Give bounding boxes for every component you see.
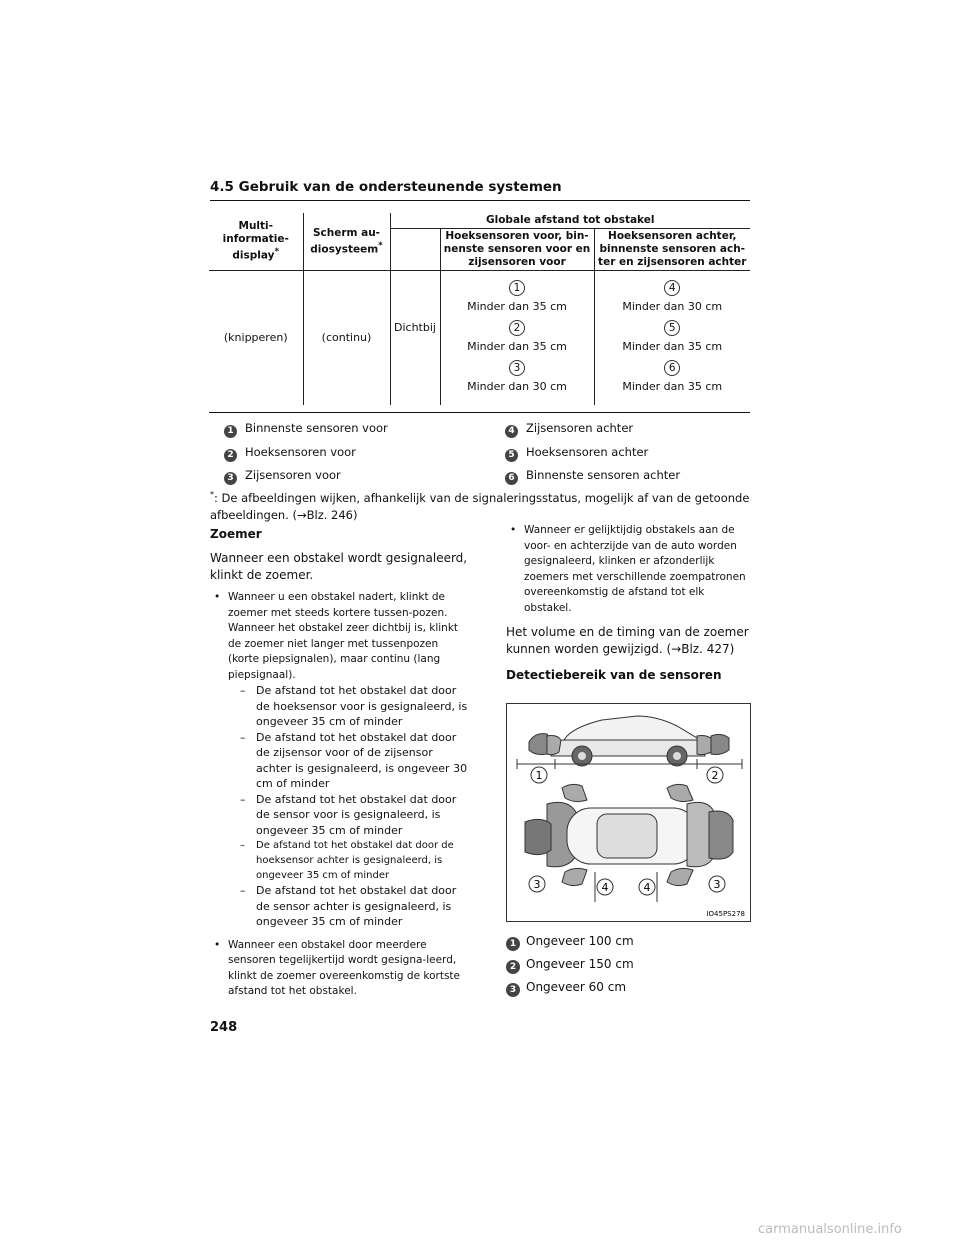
sensor-number: 5 (664, 320, 680, 336)
sensor-distance: Minder dan 35 cm (622, 339, 723, 353)
sensor-number: 2 (509, 320, 525, 336)
section-title: 4.5 Gebruik van de ondersteunende systemen (210, 179, 562, 195)
legend-number: 3 (224, 472, 237, 485)
range-label: Ongeveer 100 cm (526, 934, 634, 948)
cell-audio: (continu) (303, 271, 390, 405)
sensor-distance: Minder dan 30 cm (622, 299, 723, 313)
watermark[interactable]: carmanualsonline.info (758, 1222, 902, 1237)
buzzer-intro: Wanneer een obstakel wordt gesignaleerd, klinkt de zoemer. (210, 551, 468, 582)
range-item (506, 976, 634, 999)
sensor-number: 3 (509, 360, 525, 376)
sensor-distance: Minder dan 35 cm (467, 339, 567, 353)
svg-text:2: 2 (711, 769, 719, 782)
cell-front-sensors (440, 271, 594, 405)
dash-item: – De afstand tot het obstakel dat door de sensor voor is gesignaleerd, is ongeveer 35 cm of minder (240, 792, 457, 837)
diagram-code: IO45PS278 (706, 910, 745, 918)
legend-number: 6 (505, 472, 518, 485)
buzzer-bullet: • Wanneer een obstakel door meerdere sensoren tegelijkertijd wordt gesigna-leerd, klinkt de zoemer overeenkomstig de kortste afstand tot het obstakel. (210, 938, 470, 1000)
buzzer-heading: Zoemer (210, 527, 262, 541)
buzzer-bullet: • Wanneer er gelijktijdig obstakels aan de voor- en achterzijde van de auto worden gesignaleerd, klinken er afzonderlijk zoemers met verschillende zoempatronen overeenkomstig de afstand tot elk obstakel. (506, 523, 752, 616)
cell-multi-info: (knipperen) (209, 271, 303, 405)
range-label: Ongeveer 150 cm (526, 957, 634, 971)
sensor-distance: Minder dan 35 cm (622, 379, 723, 393)
range-label: Ongeveer 60 cm (526, 980, 627, 994)
cell-distance: Dichtbij (390, 271, 440, 405)
range-number: 2 (506, 960, 520, 974)
legend-item (224, 468, 341, 485)
dash-item: – De afstand tot het obstakel dat door de zijsensor voor of de zijsensor achter is gesignaleerd, is ongeveer 30 cm of minder (240, 730, 468, 790)
legend-number: 2 (224, 449, 237, 462)
page-number: 248 (210, 1020, 238, 1035)
legend-label: Hoeksensoren achter (526, 445, 649, 459)
legend-item (505, 445, 648, 462)
range-item (506, 930, 634, 953)
distance-table (209, 213, 750, 405)
header-front-sensors: Hoeksensoren voor, bin- nenste sensoren voor en zijsensoren voor (440, 229, 594, 271)
table-bottom-rule (209, 412, 750, 413)
svg-text:4: 4 (601, 881, 609, 894)
volume-note: Het volume en de timing van de zoemer kunnen worden gewijzigd. (→Blz. 427) (506, 625, 749, 656)
right-column (506, 523, 752, 684)
svg-text:4: 4 (643, 881, 651, 894)
cell-rear-sensors (594, 271, 750, 405)
sensor-distance: Minder dan 30 cm (467, 379, 567, 393)
legend-item (505, 421, 633, 438)
section-header (210, 179, 750, 201)
header-rear-sensors: Hoeksensoren achter, binnenste sensoren ach- ter en zijsensoren achter (594, 229, 750, 271)
legend-label: Binnenste sensoren voor (245, 421, 388, 435)
svg-text:3: 3 (713, 878, 721, 891)
legend-number: 1 (224, 425, 237, 438)
legend-label: Zijsensoren voor (245, 468, 341, 482)
sensor-number: 4 (664, 280, 680, 296)
range-list (506, 930, 634, 999)
header-audio: Scherm au- diosysteem* (303, 213, 390, 271)
range-item (506, 953, 634, 976)
legend-label: Hoeksensoren voor (245, 445, 356, 459)
range-number: 1 (506, 937, 520, 951)
svg-text:1: 1 (535, 769, 543, 782)
svg-text:3: 3 (533, 878, 541, 891)
header-global-distance: Globale afstand tot obstakel (390, 213, 750, 229)
buzzer-bullet: • Wanneer u een obstakel nadert, klinkt de zoemer met steeds kortere tussen-pozen. Wanneer het obstakel zeer dichtbij is, klinkt de zoemer niet langer met tussenpozen (korte piepsignalen), maar continu (lang piepsignaal). (210, 590, 470, 683)
diagram-svg (507, 704, 750, 921)
dash-item: – De afstand tot het obstakel dat door de hoeksensor achter is gesignaleerd, is ongeveer 35 cm of minder (240, 840, 454, 881)
legend-label: Binnenste sensoren achter (526, 468, 681, 482)
sensor-distance: Minder dan 35 cm (467, 299, 567, 313)
car-side-view (529, 716, 729, 766)
footnote: *: De afbeeldingen wijken, afhankelijk van de signaleringsstatus, mogelijk af van de getoonde afbeeldingen. (→Blz. 246) (210, 490, 750, 522)
sensor-number: 6 (664, 360, 680, 376)
detection-heading: Detectiebereik van de sensoren (506, 668, 722, 682)
legend-label: Zijsensoren achter (526, 421, 634, 435)
detection-range-diagram (506, 703, 751, 922)
header-multi-info: Multi- informatie- display* (209, 213, 303, 271)
legend-item (505, 468, 680, 485)
legend-number: 5 (505, 449, 518, 462)
header-blank (390, 229, 440, 271)
car-top-view (525, 784, 733, 885)
dash-item: – De afstand tot het obstakel dat door de hoeksensor voor is gesignaleerd, is ongeveer 35 cm of minder (240, 684, 468, 728)
footnote-text: : De afbeeldingen wijken, afhankelijk van de signaleringsstatus, mogelijk af van de getoonde afbeeldingen. (→Blz. 246) (210, 490, 750, 522)
range-number: 3 (506, 983, 520, 997)
legend-number: 4 (505, 425, 518, 438)
sensor-number: 1 (509, 280, 525, 296)
legend-item (224, 421, 388, 438)
dash-item: – De afstand tot het obstakel dat door de sensor achter is gesignaleerd, is ongeveer 35 cm of minder (240, 884, 457, 928)
left-column (210, 526, 470, 1000)
legend-item (224, 445, 356, 462)
